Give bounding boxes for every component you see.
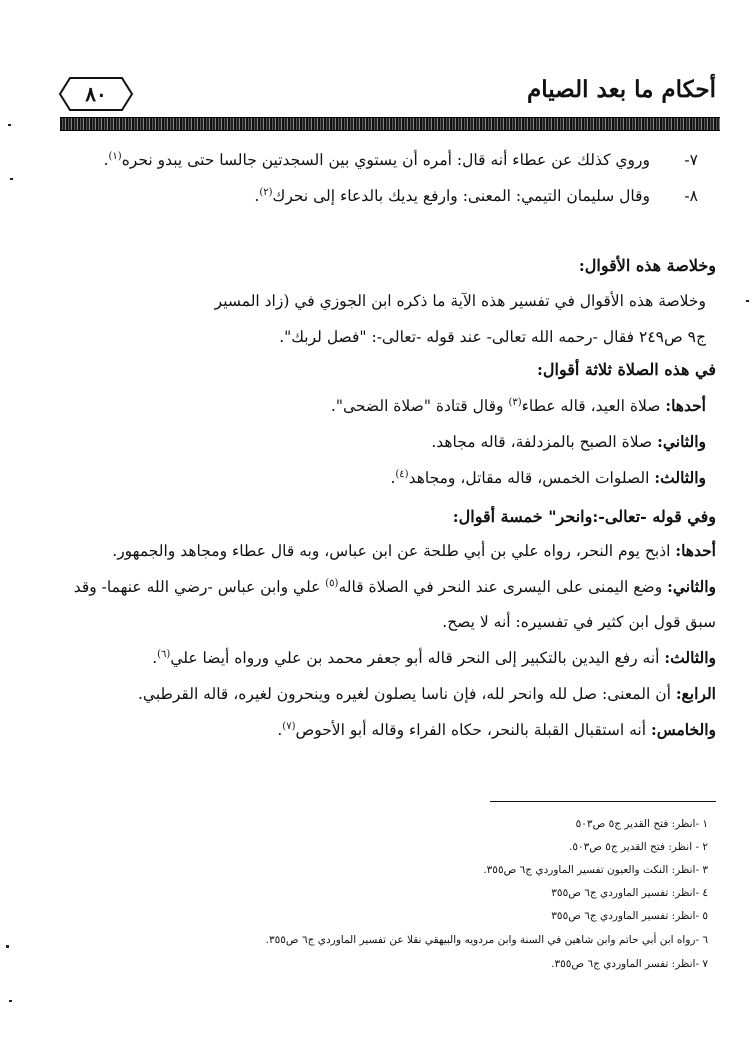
- opinion-text-cont: علي وابن عباس -رضي الله عنهما- وقد: [73, 578, 326, 596]
- numbered-item-7: [56, 148, 698, 172]
- footnote-ref: (٣): [508, 396, 522, 408]
- footnote-ref: (٧): [282, 720, 296, 732]
- nahr-heading: وفي قوله -تعالى-:وانحر" خمسة أقوال:: [452, 507, 716, 526]
- scan-mark: [10, 178, 13, 180]
- opinion-text: صلاة العيد، قاله عطاء: [521, 397, 666, 415]
- opinion-text: اذبح يوم النحر، رواه علي بن أبي طلحة عن ابن عباس، وبه قال عطاء ومجاهد والجمهور.: [112, 542, 676, 560]
- nahr-opinion-2-cont: سبق قول ابن كثير في تفسيره: أنه لا يصح.: [442, 613, 716, 631]
- opinion-lead: أحدها:: [675, 541, 716, 560]
- footnote-4: ٤ -انظر: تفسير الماوردي ج٦ ص٣٥٥: [551, 887, 708, 899]
- opinion-end: .: [390, 469, 396, 487]
- summary-line-1: وخلاصة هذه الأقوال في تفسير هذه الآية ما ذكره ابن الجوزي في (زاد المسير: [214, 292, 706, 310]
- summary-heading: وخلاصة هذه الأقوال:: [578, 256, 716, 275]
- nahr-opinion-1: [56, 539, 716, 563]
- scan-mark: [8, 124, 11, 126]
- numbered-item-8: [56, 184, 698, 208]
- footnote-6: ٦ -رواه ابن أبي حاتم وابن شاهين في السنة وابن مردويه والبيهقي نقلا عن تفسير الماوردي ج٦ ص٣٥٥.: [265, 934, 708, 946]
- opinion-lead: والثالث:: [654, 468, 706, 487]
- opinion-text: صلاة الصبح بالمزدلفة، قاله مجاهد.: [431, 433, 658, 451]
- opinion-lead: والثالث:: [664, 648, 716, 667]
- prayer-heading: في هذه الصلاة ثلاثة أقوال:: [537, 360, 716, 379]
- prayer-opinion-1: [56, 394, 706, 418]
- item-text: [104, 148, 650, 172]
- header-divider: [60, 117, 720, 131]
- nahr-opinion-3: [56, 646, 716, 670]
- footnote-ref: (٦): [157, 648, 171, 660]
- footnote-ref: (١): [108, 150, 122, 162]
- opinion-lead: والخامس:: [650, 720, 716, 739]
- footnote-5: ٥ -انظر: تفسير الماوردي ج٦ ص٣٥٥: [551, 910, 708, 922]
- page-number: ٨٠: [85, 82, 107, 106]
- footnote-7: ٧ -انظر: تفسر الماوردي ج٦ ص٣٥٥.: [551, 958, 708, 970]
- opinion-end: .: [277, 721, 283, 739]
- scan-mark: [9, 1000, 12, 1002]
- nahr-opinion-2: [56, 575, 716, 599]
- opinion-end: .: [152, 649, 158, 667]
- item-number: ٧-: [684, 151, 698, 169]
- opinion-text: أنه استقبال القبلة بالنحر، حكاه الفراء وقاله أبو الأحوص: [295, 721, 651, 739]
- item-text: [254, 184, 650, 208]
- item-body: وقال سليمان التيمي: المعنى: وارفع يديك بالدعاء إلى نحرك: [272, 187, 650, 205]
- footnote-3: ٣ -انظر: النكت والعيون تفسير الماوردي ج٦ ص٣٥٥.: [483, 864, 708, 876]
- opinion-text: أن المعنى: صل لله وانحر لله، فإن ناسا يصلون لغيره وينحرون لغيره، قاله القرطبي.: [137, 685, 676, 703]
- opinion-text: أنه رفع اليدين بالتكبير إلى النحر قاله أبو جعفر محمد بن علي ورواه أيضا علي: [170, 649, 665, 667]
- nahr-opinion-5: [56, 718, 716, 742]
- summary-line-2: ج٩ ص٢٤٩ فقال -رحمه الله تعالى- عند قوله -تعالى-: "فصل لربك".: [279, 328, 706, 346]
- opinion-lead: أحدها:: [665, 396, 706, 415]
- footnote-1: ١ -انظر: فتح القدير ج٥ ص٥٠٣: [575, 818, 708, 830]
- opinion-lead: والثاني:: [667, 577, 716, 596]
- opinion-text-cont: وقال قتادة "صلاة الضحى".: [330, 397, 509, 415]
- item-body: وروي كذلك عن عطاء أنه قال: أمره أن يستوي بين السجدتين جالسا حتى يبدو نحره: [121, 151, 650, 169]
- scan-mark: [746, 300, 749, 302]
- footnote-ref: (٥): [325, 577, 339, 589]
- running-header-title: أحكام ما بعد الصيام: [526, 76, 716, 103]
- footnote-ref: (٢): [259, 186, 273, 198]
- footnote-2: ٢ - انظر: فتح القدير ج٥ ص٥٠٣.: [568, 841, 708, 853]
- prayer-opinion-2: [56, 430, 706, 454]
- scan-mark: [6, 945, 9, 948]
- page-number-badge: [58, 75, 134, 113]
- opinion-lead: والثاني:: [657, 432, 706, 451]
- footnote-ref: (٤): [395, 468, 409, 480]
- nahr-opinion-4: [56, 682, 716, 706]
- prayer-opinion-3: [56, 466, 706, 490]
- opinion-lead: الرابع:: [675, 684, 716, 703]
- opinion-text: وضع اليمنى على اليسرى عند النحر في الصلاة قاله: [338, 578, 668, 596]
- item-number: ٨-: [684, 187, 698, 205]
- footnote-divider: [490, 801, 716, 802]
- item-end: .: [254, 187, 260, 205]
- opinion-text: الصلوات الخمس، قاله مقاتل، ومجاهد: [408, 469, 655, 487]
- item-end: .: [103, 151, 109, 169]
